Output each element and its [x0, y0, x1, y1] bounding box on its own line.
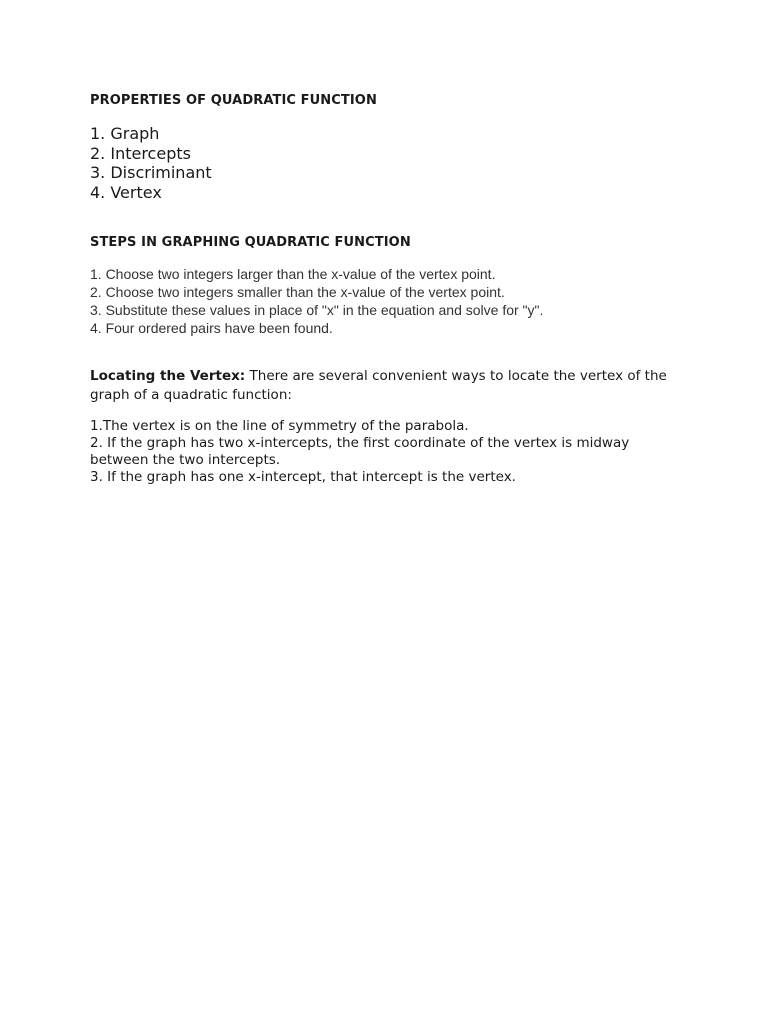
list-item: 3. Discriminant	[90, 163, 212, 182]
list-item: 2. Choose two integers smaller than the x-value of the vertex point.	[90, 284, 505, 300]
list-item: 1. Graph	[90, 124, 160, 143]
steps-heading: STEPS IN GRAPHING QUADRATIC FUNCTION	[90, 235, 411, 250]
list-item: 1. Choose two integers larger than the x-value of the vertex point.	[90, 266, 496, 282]
list-item: 3. Substitute these values in place of "x" in the equation and solve for "y".	[90, 302, 544, 318]
list-item: 4. Four ordered pairs have been found.	[90, 320, 333, 336]
vertex-intro-text: There are several convenient ways to locate the vertex of the graph of a quadratic function:	[90, 368, 667, 403]
properties-heading: PROPERTIES OF QUADRATIC FUNCTION	[90, 93, 377, 108]
vertex-list	[90, 418, 670, 486]
properties-list	[90, 124, 690, 202]
list-item: 4. Vertex	[90, 182, 162, 202]
document-page	[90, 92, 690, 486]
list-item: 1.The vertex is on the line of symmetry of the parabola.	[90, 418, 469, 434]
vertex-intro-paragraph	[90, 367, 670, 405]
steps-list	[90, 265, 690, 337]
list-item: 2. Intercepts	[90, 143, 191, 163]
list-item: 3. If the graph has one x-intercept, that intercept is the vertex.	[90, 469, 516, 485]
list-item: 2. If the graph has two x-intercepts, the first coordinate of the vertex is midway between the two intercepts.	[90, 435, 630, 468]
vertex-lead: Locating the Vertex:	[90, 368, 246, 384]
